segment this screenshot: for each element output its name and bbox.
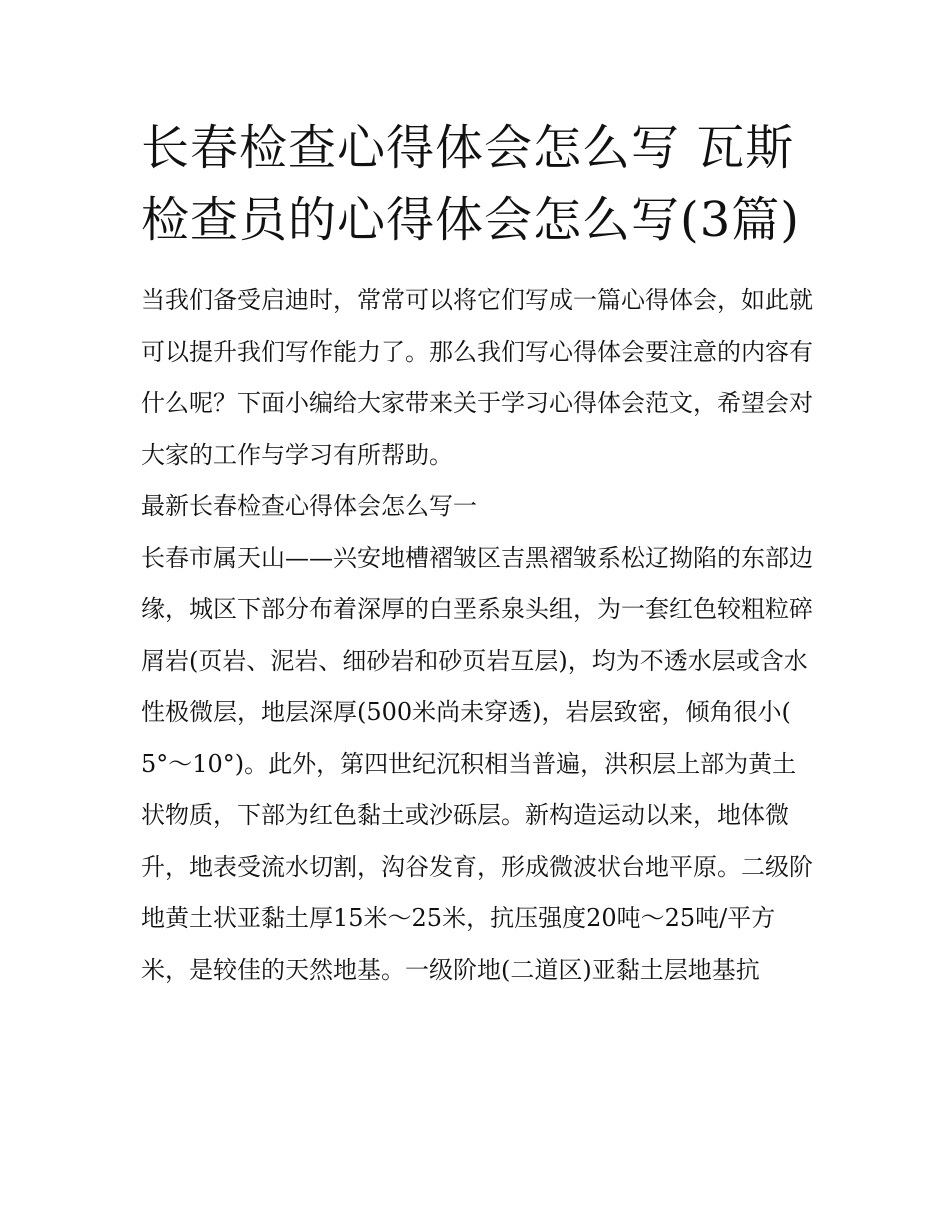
section-heading: 最新长春检查心得体会怎么写一 xyxy=(141,492,477,520)
intro-paragraph: 当我们备受启迪时，常常可以将它们写成一篇心得体会，如此就可以提升我们写作能力了。那么我们写心得体会要注意的内容有什么呢？下面小编给大家带来关于学习心得体会范文，希望会对大家的工作与学习有所帮助。 xyxy=(141,286,813,469)
document-title: 长春检查心得体会怎么写 瓦斯检查员的心得体会怎么写(3篇) xyxy=(141,120,800,248)
body-paragraph: 长春市属天山——兴安地槽褶皱区吉黑褶皱系松辽拗陷的东部边缘，城区下部分布着深厚的白垩系泉头组，为一套红色较粗粒碎屑岩(页岩、泥岩、细砂岩和砂页岩互层)，均为不透水层或含水性极微层，地层深厚(500米尚未穿透)，岩层致密，倾角很小( xyxy=(141,543,813,726)
body-paragraph: 5°～10°)。此外，第四世纪沉积相当普遍，洪积层上部为黄土状物质，下部为红色黏土或沙砾层。新构造运动以来，地体微升，地表受流水切割，沟谷发育，形成微波状台地平原。二级阶地黄土状亚黏土厚15米～25米，抗压强度20吨～25吨/平方米，是较佳的天然地基。一级阶地(二道区)亚黏土层地基抗 xyxy=(141,749,813,984)
document-page xyxy=(141,112,813,996)
